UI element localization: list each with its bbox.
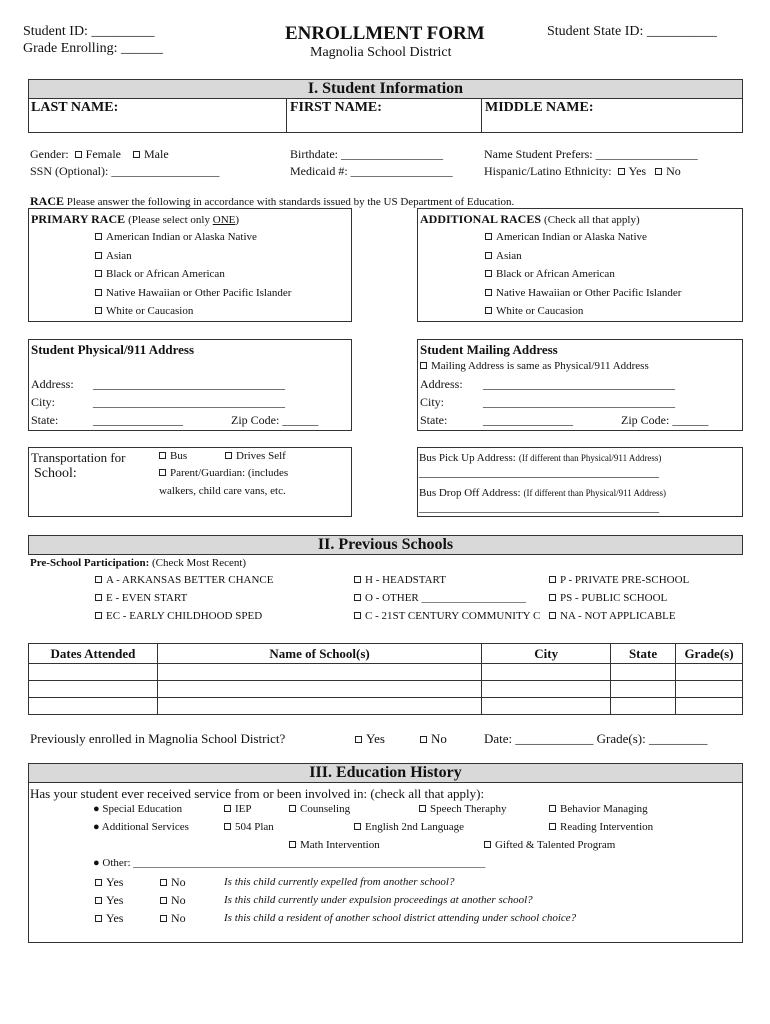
table-cell[interactable] (157, 698, 481, 715)
physical-city-input[interactable]: ________________________________ (93, 395, 285, 409)
mailing-city-label: City: (420, 395, 445, 409)
table-cell[interactable] (676, 664, 743, 681)
checkbox-icon (95, 289, 102, 296)
additional-race-option[interactable]: Native Hawaiian or Other Pacific Islander (485, 287, 681, 299)
checkbox-icon (95, 307, 102, 314)
english-2nd-language-option[interactable]: English 2nd Language (354, 821, 464, 833)
prev-enrolled-question: Previously enrolled in Magnolia School District? (30, 731, 286, 746)
first-name-field[interactable]: FIRST NAME: (290, 100, 382, 115)
q3-no[interactable]: No (160, 911, 186, 926)
education-history-question: Has your student ever received service from or been involved in: (check all that apply): (30, 786, 485, 801)
checkbox-icon (549, 576, 556, 583)
gender-row (30, 147, 169, 162)
mailing-zip-field[interactable]: Zip Code: ______ (621, 413, 709, 427)
physical-state-input[interactable]: _______________ (93, 413, 183, 427)
preschool-heading: Pre-School Participation: (Check Most Recent) (30, 557, 247, 569)
checkbox-icon (160, 897, 167, 904)
col-grades: Grade(s) (676, 644, 743, 664)
col-school-name: Name of School(s) (157, 644, 481, 664)
preschool-option[interactable]: H - HEADSTART (354, 574, 446, 586)
checkbox-icon (655, 168, 662, 175)
birthdate-field[interactable]: Birthdate: _________________ (290, 147, 443, 161)
preschool-option[interactable]: C - 21ST CENTURY COMMUNITY C (354, 610, 540, 622)
checkbox-icon (133, 151, 140, 158)
drives-self-option[interactable]: Drives Self (225, 450, 286, 462)
grade-enrolling-field[interactable]: Grade Enrolling: ______ (23, 41, 163, 56)
parent-guardian-note: walkers, child care vans, etc. (159, 485, 286, 497)
checkbox-icon (95, 879, 102, 886)
primary-race-box (28, 208, 352, 322)
checkbox-icon (485, 252, 492, 259)
physical-address-label: Address: (31, 377, 74, 391)
checkbox-icon (549, 594, 556, 601)
table-row (29, 664, 743, 681)
additional-races-box (417, 208, 743, 322)
checkbox-icon (485, 233, 492, 240)
table-cell[interactable] (157, 681, 481, 698)
checkbox-icon (95, 612, 102, 619)
school-choice-question: Is this child a resident of another school district attending under school choice? (224, 912, 577, 924)
preschool-option[interactable]: NA - NOT APPLICABLE (549, 610, 676, 622)
table-cell[interactable] (676, 681, 743, 698)
preschool-option[interactable]: E - EVEN START (95, 592, 187, 604)
additional-races-heading: ADDITIONAL RACES (Check all that apply) (420, 212, 640, 226)
physical-address-input[interactable]: ________________________________ (93, 377, 285, 391)
preschool-option[interactable]: O - OTHER ___________________ (354, 592, 526, 604)
table-cell[interactable] (676, 698, 743, 715)
checkbox-icon (95, 576, 102, 583)
checkbox-icon (95, 252, 102, 259)
table-cell[interactable] (611, 681, 676, 698)
mailing-state-input[interactable]: _______________ (483, 413, 573, 427)
table-cell[interactable] (29, 681, 158, 698)
ssn-field[interactable]: SSN (Optional): __________________ (30, 164, 220, 178)
checkbox-icon (420, 736, 427, 743)
district-name: Magnolia School District (310, 45, 452, 60)
gender-label: Gender: (30, 147, 69, 161)
checkbox-icon (159, 452, 166, 459)
student-id-field[interactable]: Student ID: _________ (23, 24, 155, 39)
physical-city-label: City: (31, 395, 56, 409)
q3-yes[interactable]: Yes (95, 911, 123, 926)
table-row (29, 698, 743, 715)
checkbox-icon (354, 576, 361, 583)
col-state: State (611, 644, 676, 664)
primary-race-option[interactable]: Asian (95, 250, 132, 262)
q1-no[interactable]: No (160, 875, 186, 890)
prev-enrolled-no[interactable]: No (420, 731, 447, 747)
gifted-talented-option[interactable]: Gifted & Talented Program (484, 839, 615, 851)
male-option[interactable]: Male (133, 147, 169, 161)
q2-yes[interactable]: Yes (95, 893, 123, 908)
plan-504-option[interactable]: 504 Plan (224, 821, 274, 833)
checkbox-icon (95, 915, 102, 922)
mailing-city-input[interactable]: ________________________________ (483, 395, 675, 409)
physical-state-label: State: (31, 413, 59, 427)
last-name-field[interactable]: LAST NAME: (31, 100, 119, 115)
physical-zip-field[interactable]: Zip Code: ______ (231, 413, 319, 427)
female-option[interactable]: Female (75, 147, 121, 161)
bus-pickup-label: Bus Pick Up Address: (If different than Physical/911 Address) (419, 452, 662, 464)
checkbox-icon (224, 823, 231, 830)
table-cell[interactable] (482, 664, 611, 681)
checkbox-icon (485, 289, 492, 296)
checkbox-icon (549, 823, 556, 830)
student-state-id-field[interactable]: Student State ID: __________ (547, 24, 717, 39)
mailing-same-option[interactable]: Mailing Address is same as Physical/911 Address (420, 360, 649, 372)
section-1-title: I. Student Information (28, 79, 743, 99)
hispanic-label: Hispanic/Latino Ethnicity: (484, 164, 612, 178)
checkbox-icon (95, 594, 102, 601)
checkbox-icon (549, 805, 556, 812)
preschool-option[interactable]: PS - PUBLIC SCHOOL (549, 592, 667, 604)
checkbox-icon (75, 151, 82, 158)
checkbox-icon (618, 168, 625, 175)
additional-race-option[interactable]: Asian (485, 250, 522, 262)
additional-race-option[interactable]: Black or African American (485, 268, 615, 280)
reading-intervention-option[interactable]: Reading Intervention (549, 821, 653, 833)
previous-schools-table (28, 643, 743, 715)
table-cell[interactable] (611, 698, 676, 715)
checkbox-icon (484, 841, 491, 848)
checkbox-icon (95, 233, 102, 240)
hispanic-row (484, 164, 681, 179)
q2-no[interactable]: No (160, 893, 186, 908)
checkbox-icon (355, 736, 362, 743)
checkbox-icon (419, 805, 426, 812)
name-row (28, 98, 743, 133)
table-cell[interactable] (157, 664, 481, 681)
bus-dropoff-label: Bus Drop Off Address: (If different than Physical/911 Address) (419, 487, 667, 499)
checkbox-icon (485, 270, 492, 277)
counseling-option[interactable]: Counseling (289, 803, 350, 815)
checkbox-icon (160, 879, 167, 886)
section-2-title: II. Previous Schools (28, 535, 743, 555)
bus-option[interactable]: Bus (159, 450, 187, 462)
section-3-title: III. Education History (28, 763, 743, 783)
checkbox-icon (95, 270, 102, 277)
additional-race-option[interactable]: American Indian or Alaska Native (485, 231, 647, 243)
primary-race-heading: PRIMARY RACE (Please select only ONE) (31, 212, 240, 226)
additional-services-item: ● Additional Services (93, 821, 189, 833)
table-cell[interactable] (611, 664, 676, 681)
speech-therapy-option[interactable]: Speech Theraphy (419, 803, 506, 815)
table-header-row (29, 644, 743, 664)
physical-address-box (28, 339, 352, 431)
transportation-box (28, 447, 352, 517)
checkbox-icon (159, 469, 166, 476)
primary-race-option[interactable]: Black or African American (95, 268, 225, 280)
table-row (29, 681, 743, 698)
table-cell[interactable] (29, 698, 158, 715)
checkbox-icon (224, 805, 231, 812)
form-title: ENROLLMENT FORM (285, 23, 485, 44)
behavior-managing-option[interactable]: Behavior Managing (549, 803, 648, 815)
mailing-address-input[interactable]: ________________________________ (483, 377, 675, 391)
col-city: City (482, 644, 611, 664)
parent-guardian-option[interactable]: Parent/Guardian: (includes (159, 467, 288, 479)
mailing-address-title: Student Mailing Address (420, 342, 558, 357)
prev-enrolled-date-grade[interactable]: Date: ____________ Grade(s): _________ (484, 731, 708, 746)
bus-dropoff-input[interactable]: ________________________________________ (419, 500, 659, 514)
checkbox-icon (160, 915, 167, 922)
prev-enrolled-yes[interactable]: Yes (355, 731, 385, 747)
mailing-address-box (417, 339, 743, 431)
checkbox-icon (225, 452, 232, 459)
expulsion-proceedings-question: Is this child currently under expulsion proceedings at another school? (224, 894, 533, 906)
table-cell[interactable] (482, 698, 611, 715)
transportation-label-school: School: (34, 466, 77, 481)
hispanic-yes[interactable]: Yes (618, 164, 646, 178)
preschool-option[interactable]: P - PRIVATE PRE-SCHOOL (549, 574, 689, 586)
col-dates-attended: Dates Attended (29, 644, 158, 664)
checkbox-icon (289, 805, 296, 812)
mailing-address-label: Address: (420, 377, 463, 391)
preschool-option[interactable]: EC - EARLY CHILDHOOD SPED (95, 610, 262, 622)
checkbox-icon (354, 612, 361, 619)
medicaid-field[interactable]: Medicaid #: _________________ (290, 164, 453, 178)
primary-race-option[interactable]: American Indian or Alaska Native (95, 231, 257, 243)
name-prefers-field[interactable]: Name Student Prefers: _________________ (484, 147, 698, 161)
checkbox-icon (549, 612, 556, 619)
middle-name-field[interactable]: MIDDLE NAME: (485, 100, 594, 115)
physical-address-title: Student Physical/911 Address (31, 342, 195, 357)
table-cell[interactable] (482, 681, 611, 698)
primary-race-option[interactable]: White or Caucasion (95, 305, 193, 317)
checkbox-icon (354, 823, 361, 830)
checkbox-icon (420, 362, 427, 369)
checkbox-icon (485, 307, 492, 314)
expelled-question: Is this child currently expelled from another school? (224, 876, 455, 888)
hispanic-no[interactable]: No (655, 164, 681, 178)
table-cell[interactable] (29, 664, 158, 681)
checkbox-icon (95, 897, 102, 904)
other-service-field[interactable]: ● Other: ________________________________________________________________ (93, 857, 486, 869)
bus-pickup-input[interactable]: ________________________________________ (419, 465, 659, 479)
iep-option[interactable]: IEP (224, 803, 252, 815)
mailing-state-label: State: (420, 413, 448, 427)
bus-address-box (417, 447, 743, 517)
checkbox-icon (289, 841, 296, 848)
math-intervention-option[interactable]: Math Intervention (289, 839, 380, 851)
additional-race-option[interactable]: White or Caucasion (485, 305, 583, 317)
special-education-item: ● Special Education (93, 803, 183, 815)
race-instruction: RACE Please answer the following in accordance with standards issued by the US Department of Education. (30, 194, 515, 208)
transportation-label: Transportation for (31, 450, 126, 465)
q1-yes[interactable]: Yes (95, 875, 123, 890)
primary-race-option[interactable]: Native Hawaiian or Other Pacific Islander (95, 287, 291, 299)
preschool-option[interactable]: A - ARKANSAS BETTER CHANCE (95, 574, 273, 586)
checkbox-icon (354, 594, 361, 601)
